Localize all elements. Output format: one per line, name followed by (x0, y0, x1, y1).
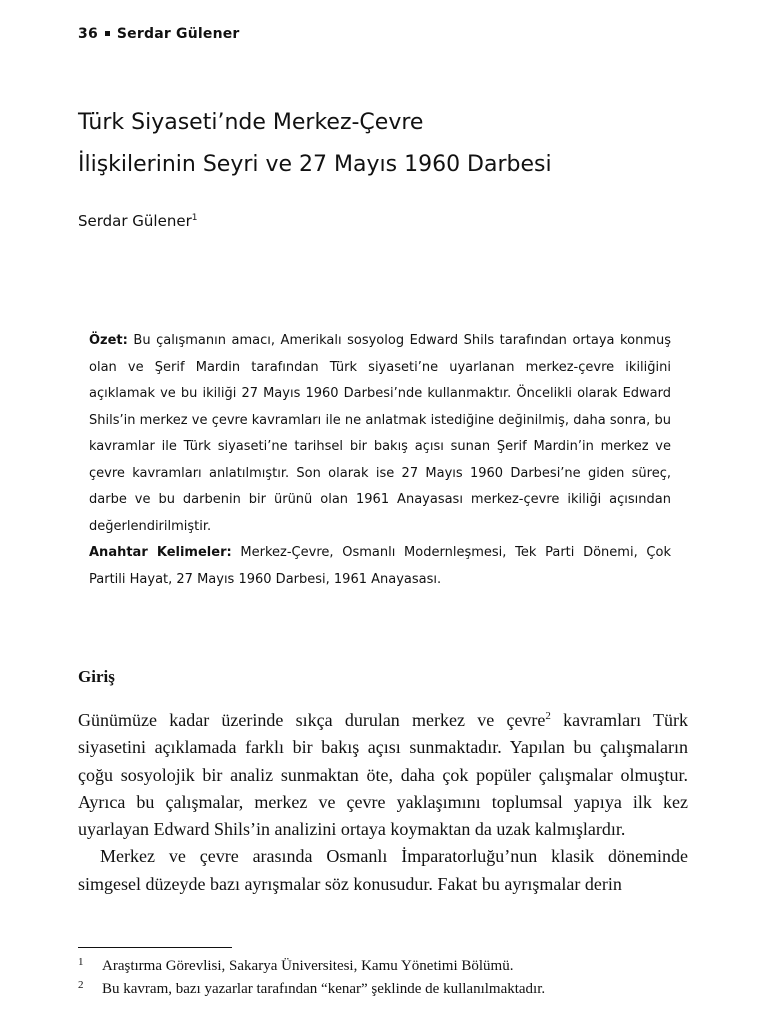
title-line-2: İlişkilerinin Seyri ve 27 Mayıs 1960 Darbesi (78, 152, 552, 177)
abstract-label: Özet: (89, 333, 128, 348)
footnote-2-text: Bu kavram, bazı yazarlar tarafından “kenar” şeklinde de kullanılmaktadır. (102, 981, 546, 997)
footnotes (78, 955, 718, 1001)
keywords-label: Anahtar Kelimeler: (89, 545, 232, 560)
body-text (78, 707, 688, 898)
keywords-paragraph (89, 540, 671, 593)
body-paragraph-2: Merkez ve çevre arasında Osmanlı İmparatorluğu’nun klasik döneminde simgesel düzeyde bazı ayrışmalar söz konusudur. Fakat bu ayrışmalar derin (78, 846, 688, 894)
abstract-block (89, 328, 671, 593)
author-line (78, 212, 197, 230)
article-title (78, 102, 698, 186)
footnote-1-text: Araştırma Görevlisi, Sakarya Üniversitesi, Kamu Yönetimi Bölümü. (102, 958, 514, 974)
author-name: Serdar Gülener (78, 212, 192, 230)
keywords-text: Merkez-Çevre, Osmanlı Modernleşmesi, Tek Parti Dönemi, Çok Partili Hayat, 27 Mayıs 1960 Darbesi, 1961 Anayasası. (89, 545, 671, 587)
footnote-divider (78, 947, 232, 948)
p1-text-after: kavramları Türk siyasetini açıklamada farklı bir bakış açısı sunmaktadır. Yapılan bu çalışmaların çoğu sosyolojik bir analiz sunmaktan öte, daha çok popüler çalışmalar olmuştur. Ayrıca bu çalışmalar, merkez ve çevre yaklaşımını toplumsal yapıya ilk kez uyarlayan Edward Shils’in analizini ortaya koymaktan da uzak kalmışlardır. (78, 710, 689, 840)
abstract-paragraph (89, 328, 671, 540)
header-separator (105, 31, 110, 36)
footnote-2 (78, 978, 718, 1001)
running-header (78, 26, 240, 42)
p1-text-before: Günümüze kadar üzerinde sıkça durulan merkez ve çevre (78, 710, 546, 730)
footnote-1 (78, 955, 718, 978)
section-heading: Giriş (78, 667, 115, 686)
footnote-1-mark: 1 (78, 956, 84, 968)
footnote-ref-2: 2 (545, 710, 551, 722)
author-footnote-mark: 1 (191, 213, 198, 223)
abstract-text: Bu çalışmanın amacı, Amerikalı sosyolog Edward Shils tarafından ortaya konmuş olan ve Şerif Mardin tarafından Türk siyaseti’ne uyarlanan merkez-çevre ikiliğini açıklamak ve bu ikiliği 27 Mayıs 1960 Darbesi’nde kullanmaktır. Öncelikli olarak Edward Shils’in merkez ve çevre kavramları ile ne anlatmak istediğine değinilmiş, daha sonra, bu kavramlar ile Türk siyaseti’ne tarihsel bir bakış açısı sunan Şerif Mardin’in merkez ve çevre kavramları anlatılmıştır. Son olarak ise 27 Mayıs 1960 Darbesi’ne giden süreç, darbe ve bu darbenin bir ürünü olan 1961 Anayasası merkez-çevre ikiliği açısından değerlendirilmiştir. (89, 333, 671, 534)
footnote-2-mark: 2 (78, 979, 84, 991)
page-number: 36 (78, 26, 98, 42)
title-line-1: Türk Siyaseti’nde Merkez-Çevre (78, 110, 424, 135)
body-paragraph-1 (78, 707, 688, 843)
running-head-author: Serdar Gülener (116, 26, 240, 42)
